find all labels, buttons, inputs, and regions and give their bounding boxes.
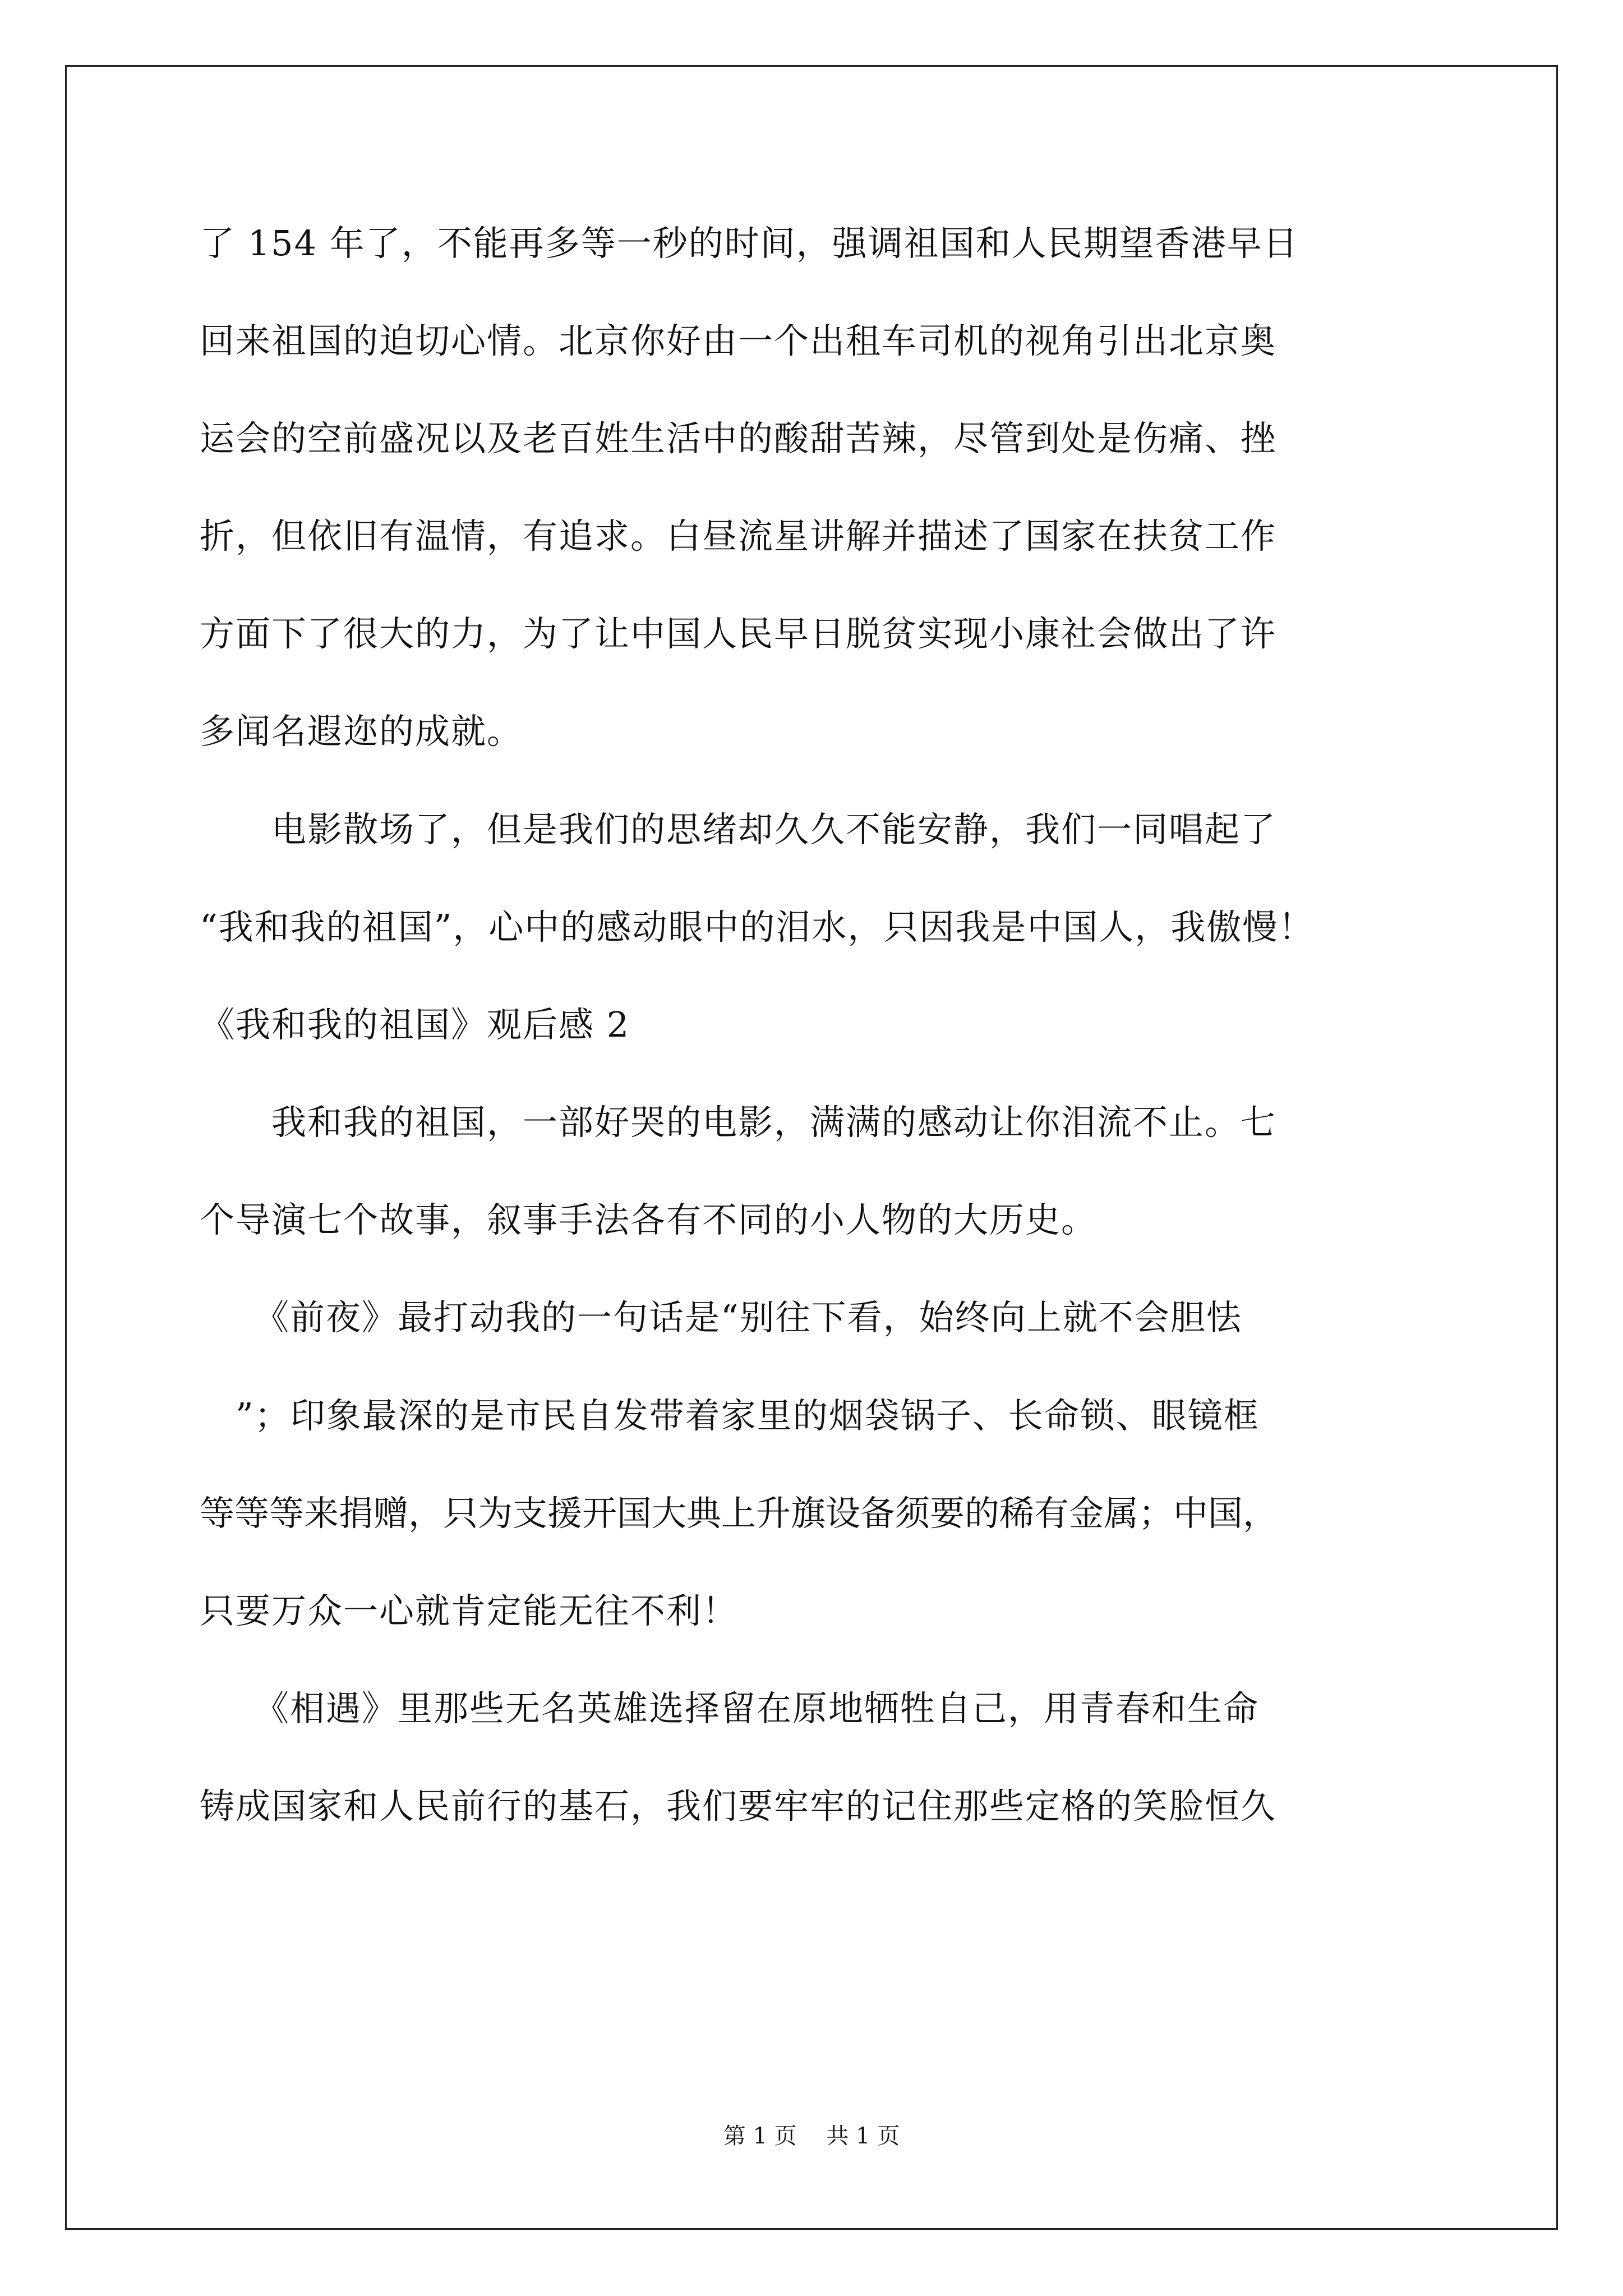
page-border (65, 65, 1558, 2230)
text-line: 多闻名遐迩的成就。 (200, 711, 523, 752)
paragraph-start: 电影散场了，但是我们的思绪却久久不能安静，我们一同唱起了 (200, 809, 1277, 850)
paragraph-start: 《前夜》最打动我的一句话是“别往下看，始终向上就不会胆怯 (200, 1297, 1242, 1338)
text-line: 运会的空前盛况以及老百姓生活中的酸甜苦辣，尽管到处是伤痛、挫 (200, 418, 1277, 459)
text-line: 等等等来捐赠，只为支援开国大典上升旗设备须要的稀有金属；中国， (200, 1493, 1278, 1534)
text-line: “我和我的祖国”，心中的感动眼中的泪水，只因我是中国人，我傲慢！ (200, 907, 1315, 947)
page-number-footer: 第 1 页 共 1 页 (723, 2123, 900, 2149)
section-title: 《我和我的祖国》观后感 2 (200, 1004, 630, 1045)
text-line: ”；印象最深的是市民自发带着家里的烟袋锅子、长命锁、眼镜框 (200, 1395, 1260, 1436)
paragraph-start: 《相遇》里那些无名英雄选择留在原地牺牲自己，用青春和生命 (200, 1688, 1260, 1729)
text-line: 个导演七个故事，叙事手法各有不同的小人物的大历史。 (200, 1199, 1098, 1240)
paragraph-start: 我和我的祖国，一部好哭的电影，满满的感动让你泪流不止。七 (200, 1102, 1277, 1143)
text-line: 折，但依旧有温情，有追求。白昼流星讲解并描述了国家在扶贫工作 (200, 516, 1277, 556)
text-line: 只要万众一心就肯定能无往不利！ (200, 1590, 739, 1631)
text-line: 铸成国家和人民前行的基石，我们要牢牢的记住那些定格的笑脸恒久 (200, 1786, 1277, 1826)
text-line: 方面下了很大的力，为了让中国人民早日脱贫实现小康社会做出了许 (200, 613, 1277, 654)
text-line: 回来祖国的迫切心情。北京你好由一个出租车司机的视角引出北京奥 (200, 320, 1277, 361)
text-line: 了 154 年了，不能再多等一秒的时间，强调祖国和人民期望香港早日 (200, 223, 1299, 264)
